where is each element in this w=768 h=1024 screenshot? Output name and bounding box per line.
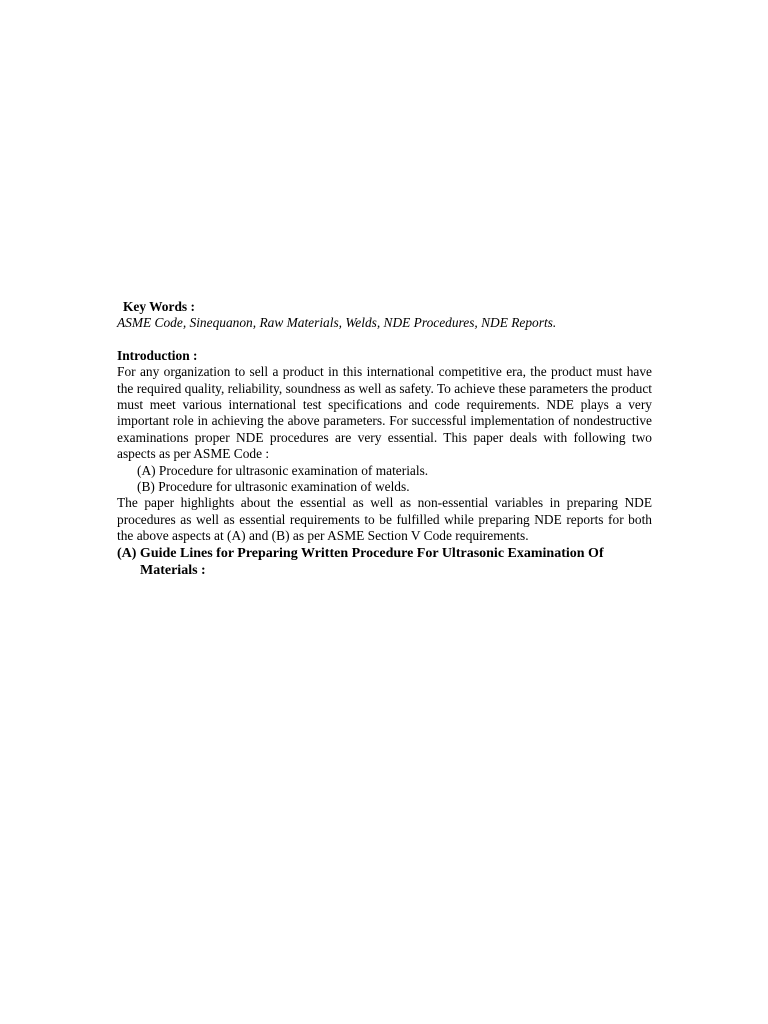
list-item-b: (B) Procedure for ultrasonic examination of welds. [137, 479, 410, 495]
section-a-heading-line1: (A) Guide Lines for Preparing Written Procedure For Ultrasonic Examination Of [117, 545, 604, 561]
list-item-a: (A) Procedure for ultrasonic examination of materials. [137, 462, 429, 478]
section-a-heading-line2: Materials : [140, 562, 206, 578]
key-words-heading: Key Words : [123, 299, 195, 314]
introduction-paragraph-2: The paper highlights about the essential as well as non-essential variables in preparing NDE procedures as well as essential requirements to be fulfilled while preparing NDE reports for both the above aspects at (A) and (B) as per ASME Section V Code requirements. [117, 495, 652, 544]
section-a-heading [117, 545, 652, 579]
spacer [117, 332, 652, 348]
introduction-heading: Introduction : [117, 347, 198, 363]
key-words-list: ASME Code, Sinequanon, Raw Materials, Welds, NDE Procedures, NDE Reports. [117, 315, 557, 331]
document-body [117, 299, 652, 579]
introduction-paragraph-1: For any organization to sell a product in this international competitive era, the product must have the required quality, reliability, soundness as well as safety. To achieve these parameters the product must meet various international test specifications and code requirements. NDE plays a very important role in achieving the above parameters. For successful implementation of nondestructive examinations proper NDE procedures are very essential. This paper deals with following two aspects as per ASME Code : [117, 364, 653, 462]
